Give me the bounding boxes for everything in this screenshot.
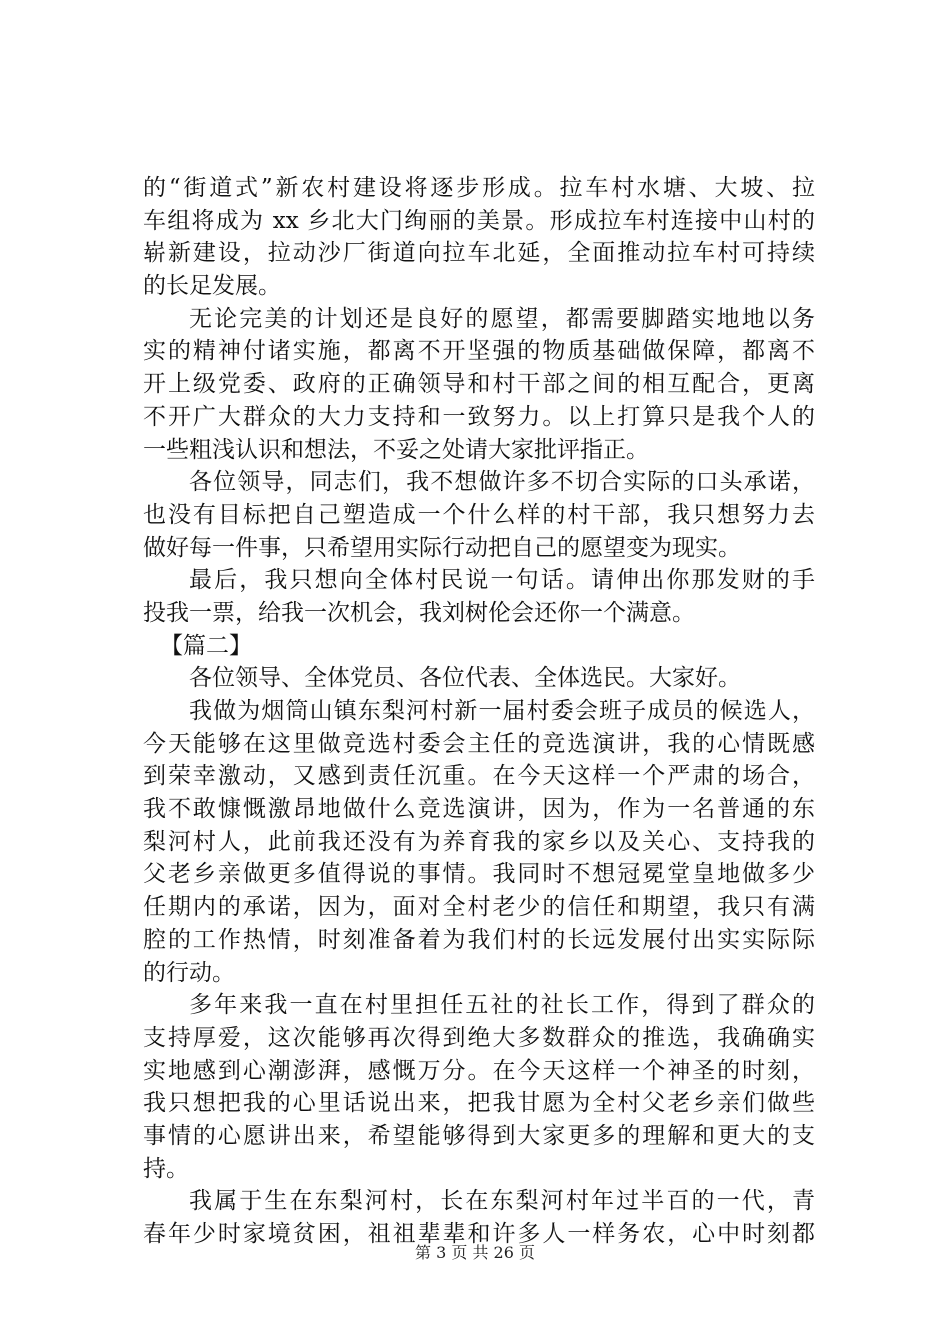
- text-line: 我不敢慷慨激昂地做什么竞选演讲，因为，作为一名普通的东: [143, 796, 815, 823]
- body-text: [143, 172, 815, 1251]
- text-line: 开上级党委、政府的正确领导和村干部之间的相互配合，更离: [143, 371, 815, 398]
- text-line: 不开广大群众的大力支持和一致努力。以上打算只是我个人的: [143, 403, 815, 430]
- text-line: 也没有目标把自己塑造成一个什么样的村干部，我只想努力去: [143, 501, 815, 528]
- text-line: 无论完美的计划还是良好的愿望，都需要脚踏实地地以务: [189, 305, 815, 332]
- text-line: 到荣幸激动，又感到责任沉重。在今天这样一个严肃的场合，: [143, 763, 815, 790]
- text-line: 春年少时家境贫困，祖祖辈辈和许多人一样务农，心中时刻都: [143, 1221, 815, 1247]
- text-line: 崭新建设，拉动沙厂街道向拉车北延，全面推动拉车村可持续: [143, 240, 815, 267]
- text-line: 的“街道式”新农村建设将逐步形成。拉车村水塘、大坡、拉: [143, 175, 815, 201]
- text-line: 事情的心愿讲出来，希望能够得到大家更多的理解和更大的支: [143, 1122, 815, 1149]
- text-line: 今天能够在这里做竞选村委会主任的竞选演讲，我的心情既感: [143, 730, 815, 757]
- text-line: 做好每一件事，只希望用实际行动把自己的愿望变为现实。: [143, 534, 741, 561]
- text-line: 一些粗浅认识和想法，不妥之处请大家批评指正。: [143, 436, 649, 463]
- text-line: 车组将成为 xx 乡北大门绚丽的美景。形成拉车村连接中山村的: [143, 207, 815, 234]
- text-line: 最后，我只想向全体村民说一句话。请伸出你那发财的手: [189, 567, 815, 594]
- text-line: 实地感到心潮澎湃，感慨万分。在今天这样一个神圣的时刻，: [143, 1057, 815, 1084]
- text-line: 持。: [143, 1155, 189, 1182]
- text-line: 我属于生在东梨河村，长在东梨河村年过半百的一代，青: [189, 1188, 815, 1215]
- text-line: 的长足发展。: [143, 273, 281, 300]
- text-line: 多年来我一直在村里担任五社的社长工作，得到了群众的: [189, 992, 815, 1019]
- text-line: 支持厚爱，这次能够再次得到绝大多数群众的推选，我确确实: [143, 1024, 815, 1051]
- text-line: 实的精神付诸实施，都离不开坚强的物质基础做保障，都离不: [143, 338, 815, 365]
- text-line: 我做为烟筒山镇东梨河村新一届村委会班子成员的候选人，: [189, 698, 815, 724]
- text-line: 腔的工作热情，时刻准备着为我们村的长远发展付出实实际际: [143, 926, 815, 953]
- text-line: 任期内的承诺，因为，面对全村老少的信任和期望，我只有满: [143, 894, 815, 921]
- text-line: 【篇二】: [160, 632, 252, 659]
- text-line: 各位领导、全体党员、各位代表、全体选民。大家好。: [189, 665, 741, 692]
- page-footer: 第 3 页 共 26 页: [415, 1243, 535, 1262]
- text-line: 父老乡亲做更多值得说的事情。我同时不想冠冕堂皇地做多少: [143, 861, 815, 888]
- text-line: 各位领导，同志们，我不想做许多不切合实际的口头承诺，: [189, 469, 815, 496]
- text-line: 我只想把我的心里话说出来，把我甘愿为全村父老乡亲们做些: [143, 1090, 815, 1117]
- text-line: 的行动。: [143, 959, 235, 986]
- text-line: 投我一票，给我一次机会，我刘树伦会还你一个满意。: [143, 599, 695, 626]
- text-line: 梨河村人，此前我还没有为养育我的家乡以及关心、支持我的: [143, 828, 815, 855]
